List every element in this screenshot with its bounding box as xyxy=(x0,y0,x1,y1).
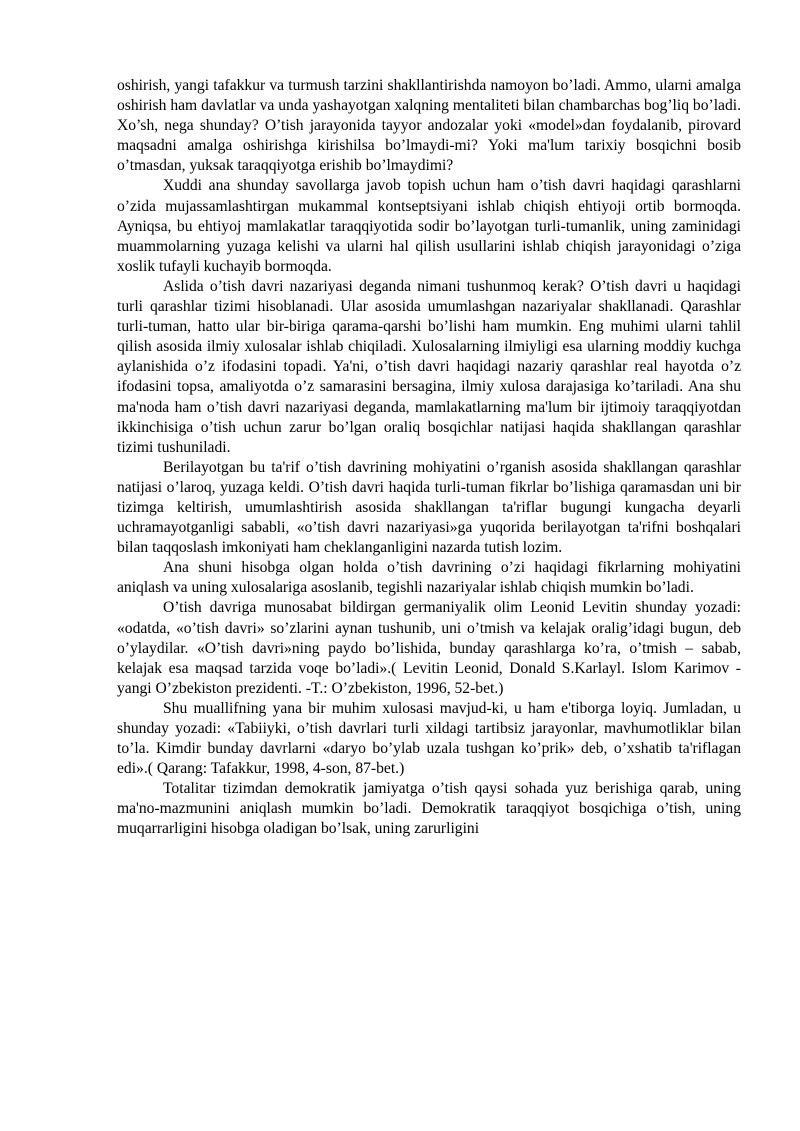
paragraph-8: Totalitar tizimdan demokratik jamiyatga o’tish qaysi sohada yuz berishiga qarab, uning ma'no-mazmunini aniqlash mumkin bo’ladi. Demokratik taraqqiyot bosqichiga o’tish, uning muqarrarligini hisobga oladigan bo’lsak, uning zarurligini xyxy=(117,780,741,838)
paragraph-2: Xuddi ana shunday savollarga javob topish uchun ham o’tish davri haqidagi qarashlarni o’zida mujassamlashtirgan mukammal kontseptsiyani ishlab chiqish ehtiyoji ortib bormoqda. Ayniqsa, bu ehtiyoj mamlakatlar taraqqiyotida sodir bo’layotgan turli-tumanlik, uning zaminidagi muammolarning yuzaga kelishi va ularni hal qilish usullarini ishlab chiqish jarayonidagi o’ziga xoslik tufayli kuchayib bormoqda. xyxy=(117,177,741,275)
paragraph-1: oshirish, yangi tafakkur va turmush tarzini shakllantirishda namoyon bo’ladi. Ammo, ularni amalga oshirish ham davlatlar va unda yashayotgan xalqning mentaliteti bilan chambarchas bog’liq bo’ladi. Xo’sh, nega shunday? O’tish jarayonida tayyor andozalar yoki «model»dan foydalanib, pirovard maqsadni amalga oshirishga kirishilsa bo’lmaydi-mi? Yoki ma'lum tarixiy bosqichni bosib o’tmasdan, yuksak taraqqiyotga erishib bo’lmaydimi? xyxy=(117,77,741,175)
paragraph-4: Berilayotgan bu ta'rif o’tish davrining mohiyatini o’rganish asosida shakllangan qarashlar natijasi o’laroq, yuzaga keldi. O’tish davri haqida turli-tuman fikrlar bo’lishiga qaramasdan uni bir tizimga keltirish, umumlashtirish asosida shakllangan ta'riflar bugungi kungacha deyarli uchramayotganligi sababli, «o’tish davri nazariyasi»ga yuqorida berilayotgan ta'rifni boshqalari bilan taqqoslash imkoniyati ham cheklanganligini nazarda tutish lozim. xyxy=(117,458,741,557)
paragraph-5: Ana shuni hisobga olgan holda o’tish davrining o’zi haqidagi fikrlarning mohiyatini aniqlash va uning xulosalariga asoslanib, tegishli nazariyalar ishlab chiqish mumkin bo’ladi. xyxy=(117,559,741,597)
paragraph-7: Shu muallifning yana bir muhim xulosasi mavjud-ki, u ham e'tiborga loyiq. Jumladan, u shunday yozadi: «Tabiiyki, o’tish davrlari turli xildagi tartibsiz jarayonlar, mavhumotliklar bilan to’la. Kimdir bunday davrlarni «daryo bo’ylab uzala tushgan ko’prik» deb, o’xshatib ta'riflagan edi».( Qarang: Tafakkur, 1998, 4-son, 87-bet.) xyxy=(117,699,741,778)
document-page xyxy=(117,76,741,840)
paragraph-6: O’tish davriga munosabat bildirgan germaniyalik olim Leonid Levitin shunday yozadi: «odatda, «o’tish davri» so’zlarini aynan tushunib, uni o’tmish va kelajak oralig’idagi bugun, deb o’ylaydilar. «O’tish davri»ning paydo bo’lishida, bunday qarashlarga ko’ra, o’tmish – sabab, kelajak esa maqsad tarzida voqe bo’ladi».( Levitin Leonid, Donald S.Karlayl. Islom Karimov - yangi O’zbekiston prezidenti. -T.: O’zbekiston, 1996, 52-bet.) xyxy=(117,599,741,697)
paragraph-3: Aslida o’tish davri nazariyasi deganda nimani tushunmoq kerak? O’tish davri u haqidagi turli qarashlar tizimi hisoblanadi. Ular asosida umumlashgan nazariyalar shakllanadi. Qarashlar turli-tuman, hatto ular bir-biriga qarama-qarshi bo’lishi ham mumkin. Eng muhimi ularni tahlil qilish asosida ilmiy xulosalar ishlab chiqiladi. Xulosalarning ilmiyligi esa ularning moddiy kuchga aylanishida o’z ifodasini topadi. Ya'ni, o’tish davri haqidagi nazariy qarashlar real hayotda o’z ifodasini topsa, amaliyotda o’z samarasini bersagina, ilmiy xulosa darajasiga ko’tariladi. Ana shu ma'noda ham o’tish davri nazariyasi deganda, mamlakatlarning ma'lum bir ijtimoiy taraqqiyotdan ikkinchisiga o’tish uchun zarur bo’lgan oraliq bosqichlar natijasi haqida shakllangan qarashlar tizimi tushuniladi. xyxy=(117,277,741,456)
